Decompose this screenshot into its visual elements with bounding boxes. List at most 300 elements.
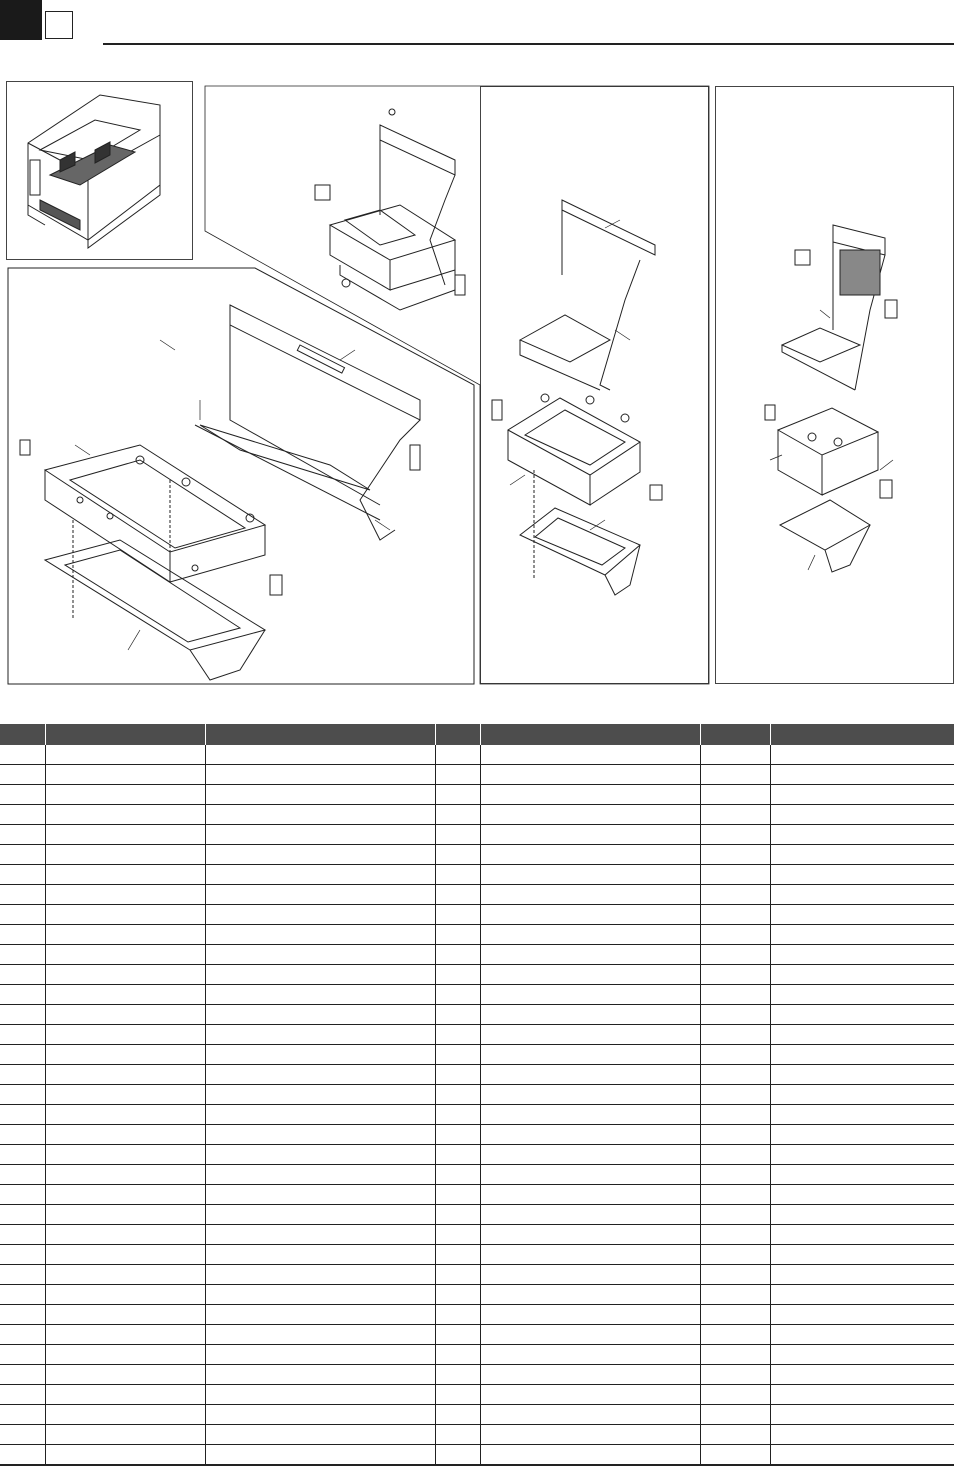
table-row [0, 885, 954, 905]
table-cell [770, 805, 954, 825]
table-cell [45, 1065, 205, 1085]
table-cell [480, 745, 700, 765]
table-cell [770, 1085, 954, 1105]
table-cell [700, 1405, 770, 1425]
table-cell [770, 1385, 954, 1405]
table-cell [435, 925, 480, 945]
table-header-row [0, 724, 954, 745]
table-cell [435, 765, 480, 785]
table-row [0, 845, 954, 865]
table-row [0, 1405, 954, 1425]
table-cell [0, 1445, 45, 1466]
table-cell [435, 885, 480, 905]
table-cell [205, 1445, 435, 1466]
table-cell [480, 1145, 700, 1165]
table-cell [435, 1405, 480, 1425]
table-cell [770, 1265, 954, 1285]
table-cell [205, 1305, 435, 1325]
table-cell [0, 905, 45, 925]
table-cell [480, 1125, 700, 1145]
exploded-drawings [0, 0, 954, 700]
table-cell [435, 1185, 480, 1205]
header-cell-no-1 [0, 724, 45, 745]
table-cell [770, 745, 954, 765]
table-cell [700, 1085, 770, 1105]
table-cell [770, 765, 954, 785]
table-cell [205, 1325, 435, 1345]
table-cell [0, 1025, 45, 1045]
machine-overview-drawing [28, 95, 160, 248]
table-cell [700, 905, 770, 925]
table-cell [770, 1305, 954, 1325]
table-cell [0, 1285, 45, 1305]
table-cell [205, 1065, 435, 1085]
table-cell [770, 1125, 954, 1145]
table-cell [205, 1165, 435, 1185]
table-cell [45, 1405, 205, 1425]
table-cell [700, 745, 770, 765]
table-cell [435, 1345, 480, 1365]
table-cell [700, 1245, 770, 1265]
table-cell [770, 1445, 954, 1466]
table-cell [205, 1345, 435, 1365]
table-cell [770, 885, 954, 905]
table-cell [0, 1345, 45, 1365]
table-cell [770, 865, 954, 885]
table-cell [205, 965, 435, 985]
table-cell [435, 825, 480, 845]
table-row [0, 825, 954, 845]
table-cell [45, 1345, 205, 1365]
table-cell [770, 1105, 954, 1125]
table-cell [435, 1245, 480, 1265]
table-cell [480, 805, 700, 825]
narrow-tray-drawing [765, 225, 897, 572]
table-row [0, 1225, 954, 1245]
table-cell [205, 1205, 435, 1225]
table-cell [205, 745, 435, 765]
table-cell [45, 1085, 205, 1105]
table-cell [480, 925, 700, 945]
header-cell-description-2 [480, 724, 700, 745]
table-cell [45, 1125, 205, 1145]
table-cell [435, 965, 480, 985]
table-cell [45, 1305, 205, 1325]
table-row [0, 1085, 954, 1105]
table-cell [480, 1105, 700, 1125]
table-cell [770, 905, 954, 925]
table-cell [435, 1205, 480, 1225]
table-cell [770, 1065, 954, 1085]
table-cell [205, 1185, 435, 1205]
table-cell [770, 1345, 954, 1365]
table-row [0, 1305, 954, 1325]
table-cell [435, 985, 480, 1005]
table-cell [700, 805, 770, 825]
table-cell [770, 1005, 954, 1025]
table-cell [770, 1285, 954, 1305]
table-cell [480, 885, 700, 905]
table-cell [480, 1285, 700, 1305]
table-cell [700, 1185, 770, 1205]
table-row [0, 1385, 954, 1405]
table-cell [435, 1165, 480, 1185]
table-row [0, 1105, 954, 1125]
table-cell [770, 845, 954, 865]
table-cell [480, 1265, 700, 1285]
table-cell [770, 1025, 954, 1045]
table-cell [0, 1385, 45, 1405]
table-cell [700, 1225, 770, 1245]
table-cell [480, 785, 700, 805]
table-row [0, 1065, 954, 1085]
table-cell [435, 1265, 480, 1285]
table-cell [480, 845, 700, 865]
table-row [0, 1125, 954, 1145]
table-cell [435, 1305, 480, 1325]
table-cell [480, 1245, 700, 1265]
table-cell [435, 905, 480, 925]
table-cell [435, 1145, 480, 1165]
table-cell [45, 1285, 205, 1305]
table-cell [0, 1365, 45, 1385]
table-cell [205, 805, 435, 825]
table-cell [205, 945, 435, 965]
table-cell [435, 1065, 480, 1085]
table-cell [45, 1265, 205, 1285]
table-cell [770, 1405, 954, 1425]
table-cell [45, 765, 205, 785]
table-cell [435, 1225, 480, 1245]
table-cell [205, 1045, 435, 1065]
table-cell [0, 1105, 45, 1125]
table-cell [700, 865, 770, 885]
table-cell [45, 965, 205, 985]
table-cell [700, 765, 770, 785]
table-row [0, 1045, 954, 1065]
table-cell [480, 1205, 700, 1225]
table-cell [770, 785, 954, 805]
table-cell [45, 1325, 205, 1345]
table-row [0, 1265, 954, 1285]
table-cell [45, 1005, 205, 1025]
table-row [0, 925, 954, 945]
table-cell [480, 1325, 700, 1345]
table-cell [435, 805, 480, 825]
table-cell [435, 1005, 480, 1025]
parts-list-table [0, 724, 954, 1466]
table-cell [205, 1025, 435, 1045]
table-row [0, 1325, 954, 1345]
table-cell [770, 1145, 954, 1165]
table-cell [480, 825, 700, 845]
table-row [0, 945, 954, 965]
table-cell [45, 865, 205, 885]
table-row [0, 805, 954, 825]
table-cell [45, 1245, 205, 1265]
table-cell [45, 1185, 205, 1205]
table-cell [480, 1065, 700, 1085]
table-cell [480, 1085, 700, 1105]
table-cell [480, 1025, 700, 1045]
header-cell-no-2 [435, 724, 480, 745]
table-cell [480, 905, 700, 925]
table-cell [0, 1005, 45, 1025]
table-cell [0, 1325, 45, 1345]
table-cell [700, 1365, 770, 1385]
table-cell [205, 1385, 435, 1405]
medium-tray-drawing-2 [492, 200, 662, 595]
table-cell [205, 1085, 435, 1105]
table-cell [700, 1145, 770, 1165]
table-cell [0, 945, 45, 965]
table-cell [700, 1445, 770, 1466]
table-cell [45, 945, 205, 965]
table-cell [435, 1285, 480, 1305]
table-row [0, 1425, 954, 1445]
table-cell [45, 1045, 205, 1065]
table-cell [0, 1205, 45, 1225]
table-cell [700, 1125, 770, 1145]
table-cell [45, 785, 205, 805]
table-cell [480, 965, 700, 985]
table-cell [435, 1325, 480, 1345]
table-cell [480, 1185, 700, 1205]
table-cell [700, 1045, 770, 1065]
table-cell [45, 905, 205, 925]
table-cell [770, 1245, 954, 1265]
table-row [0, 1005, 954, 1025]
table-cell [0, 925, 45, 945]
table-cell [0, 765, 45, 785]
table-cell [480, 1005, 700, 1025]
table-row [0, 965, 954, 985]
table-cell [45, 1025, 205, 1045]
medium-assembly-panel-outline [205, 86, 709, 684]
table-cell [770, 1165, 954, 1185]
table-cell [770, 945, 954, 965]
table-cell [700, 965, 770, 985]
table-cell [480, 1045, 700, 1065]
table-cell [770, 1365, 954, 1385]
table-cell [0, 1125, 45, 1145]
table-cell [205, 1425, 435, 1445]
table-cell [45, 745, 205, 765]
table-cell [0, 1045, 45, 1065]
table-cell [0, 865, 45, 885]
table-cell [205, 905, 435, 925]
table-cell [45, 985, 205, 1005]
table-cell [435, 1385, 480, 1405]
table-cell [435, 845, 480, 865]
table-cell [770, 1045, 954, 1065]
table-row [0, 1165, 954, 1185]
table-cell [205, 785, 435, 805]
table-cell [205, 845, 435, 865]
table-cell [700, 1165, 770, 1185]
table-row [0, 1205, 954, 1225]
table-cell [45, 1385, 205, 1405]
table-cell [700, 925, 770, 945]
table-cell [700, 825, 770, 845]
table-cell [435, 945, 480, 965]
table-cell [0, 885, 45, 905]
table-cell [205, 825, 435, 845]
table-cell [700, 845, 770, 865]
table-cell [480, 1445, 700, 1466]
table-cell [205, 1105, 435, 1125]
table-cell [435, 785, 480, 805]
table-cell [45, 1425, 205, 1445]
table-cell [435, 1105, 480, 1125]
table-cell [45, 885, 205, 905]
table-cell [205, 1005, 435, 1025]
table-cell [0, 785, 45, 805]
table-cell [205, 1145, 435, 1165]
table-cell [0, 805, 45, 825]
header-cell-qty [700, 724, 770, 745]
table-cell [700, 985, 770, 1005]
table-cell [45, 1365, 205, 1385]
table-cell [480, 1305, 700, 1325]
table-cell [45, 805, 205, 825]
table-cell [205, 865, 435, 885]
table-cell [0, 965, 45, 985]
table-cell [45, 1165, 205, 1185]
table-row [0, 785, 954, 805]
table-cell [770, 985, 954, 1005]
table-cell [770, 825, 954, 845]
table-cell [205, 1405, 435, 1425]
table-cell [45, 1445, 205, 1466]
table-cell [480, 765, 700, 785]
table-row [0, 1445, 954, 1466]
table-row [0, 865, 954, 885]
table-cell [45, 825, 205, 845]
table-cell [205, 765, 435, 785]
table-cell [435, 1425, 480, 1445]
table-row [0, 765, 954, 785]
table-cell [45, 925, 205, 945]
table-cell [45, 1145, 205, 1165]
table-cell [700, 1105, 770, 1125]
table-cell [480, 945, 700, 965]
table-cell [700, 1345, 770, 1365]
header-cell-description-1 [205, 724, 435, 745]
table-cell [0, 825, 45, 845]
table-cell [770, 1325, 954, 1345]
table-row [0, 1145, 954, 1165]
table-cell [205, 925, 435, 945]
table-cell [0, 1425, 45, 1445]
table-cell [0, 1165, 45, 1185]
table-cell [435, 1445, 480, 1466]
table-cell [205, 1225, 435, 1245]
table-cell [0, 1145, 45, 1165]
table-cell [45, 1205, 205, 1225]
table-cell [435, 1125, 480, 1145]
table-cell [700, 1385, 770, 1405]
medium-tray-drawing [315, 109, 465, 310]
table-row [0, 1025, 954, 1045]
table-cell [435, 865, 480, 885]
table-row [0, 1345, 954, 1365]
table-cell [700, 1425, 770, 1445]
table-cell [700, 785, 770, 805]
table-cell [205, 1285, 435, 1305]
table-cell [45, 1105, 205, 1125]
table-cell [480, 1165, 700, 1185]
table-cell [480, 985, 700, 1005]
table-cell [0, 1245, 45, 1265]
table-cell [45, 845, 205, 865]
table-cell [700, 1265, 770, 1285]
table-cell [480, 1225, 700, 1245]
table-cell [770, 965, 954, 985]
table-cell [435, 745, 480, 765]
table-cell [480, 1405, 700, 1425]
header-cell-part-no-1 [45, 724, 205, 745]
table-cell [770, 1205, 954, 1225]
wide-tray-drawing [20, 305, 420, 680]
table-cell [480, 1345, 700, 1365]
table-cell [0, 1065, 45, 1085]
table-row [0, 905, 954, 925]
table-cell [480, 1385, 700, 1405]
table-cell [435, 1085, 480, 1105]
table-cell [435, 1025, 480, 1045]
header-cell-remarks [770, 724, 954, 745]
table-cell [0, 1305, 45, 1325]
table-cell [480, 865, 700, 885]
table-cell [770, 1185, 954, 1205]
table-row [0, 1245, 954, 1265]
table-cell [770, 1225, 954, 1245]
table-cell [0, 1265, 45, 1285]
table-cell [770, 1425, 954, 1445]
table-cell [0, 1405, 45, 1425]
table-row [0, 1285, 954, 1305]
table-row [0, 1185, 954, 1205]
table-cell [0, 845, 45, 865]
table-cell [700, 1325, 770, 1345]
table-cell [700, 1285, 770, 1305]
parts-table-body [0, 745, 954, 1465]
table-cell [0, 1085, 45, 1105]
table-cell [205, 1245, 435, 1265]
table-cell [700, 945, 770, 965]
table-cell [0, 985, 45, 1005]
table-cell [205, 985, 435, 1005]
table-cell [700, 1005, 770, 1025]
table-cell [45, 1225, 205, 1245]
table-cell [700, 885, 770, 905]
table-cell [205, 1365, 435, 1385]
table-cell [770, 925, 954, 945]
table-cell [205, 885, 435, 905]
table-cell [0, 1185, 45, 1205]
table-row [0, 1365, 954, 1385]
table-cell [700, 1065, 770, 1085]
table-cell [700, 1205, 770, 1225]
table-row [0, 745, 954, 765]
table-cell [700, 1025, 770, 1045]
table-cell [480, 1425, 700, 1445]
callout-leaders [75, 220, 893, 650]
table-cell [700, 1305, 770, 1325]
table-cell [0, 1225, 45, 1245]
table-row [0, 985, 954, 1005]
